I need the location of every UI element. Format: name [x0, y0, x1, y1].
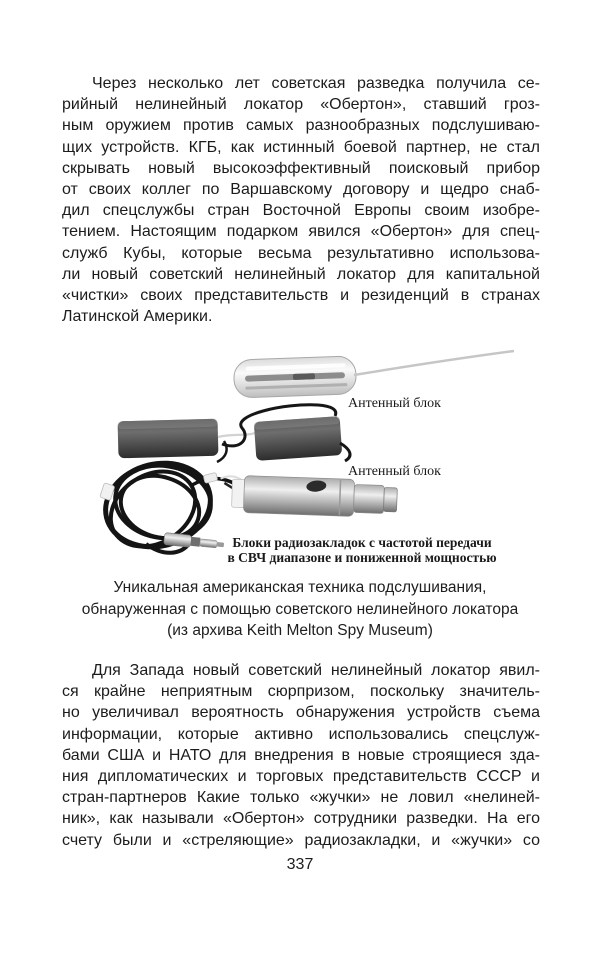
- text-line: Через несколько лет советская разведка получила се-: [92, 75, 540, 92]
- text-line: скрывать новый высокоэффективный поисковый прибор: [62, 159, 540, 177]
- text-line: (из архива Keith Melton Spy Museum): [167, 622, 433, 639]
- text-line: Уникальная американская техника подслушивания,: [113, 579, 487, 596]
- text-line: но увеличивал вероятность обнаружения устройств съема: [62, 704, 540, 722]
- dark-cylinder-left: [118, 419, 219, 459]
- metal-bug-cylinder: [219, 475, 397, 518]
- text-line: рийный нелинейный локатор «Обертон», ставший гроз-: [62, 96, 540, 114]
- text-line: служб Кубы, которые весьма результативно использова-: [62, 244, 540, 262]
- cable-sleeve: [203, 472, 218, 483]
- glass-capsule-bug: [233, 356, 356, 398]
- text-line: от своих коллег по Варшавскому договору и щедро снаб-: [62, 181, 540, 199]
- cable-tie-left: [100, 483, 115, 501]
- text-line: «чистки» своих представительств и резиденций в странах: [62, 287, 540, 305]
- text-line: тением. Настоящим подарком явился «Обертон» для спец-: [62, 223, 540, 241]
- text-line: счету были и «стреляющие» радиозакладки, и «жучки» со: [62, 831, 540, 849]
- figure-photo: [88, 345, 518, 573]
- connecting-wire-light: [218, 432, 258, 437]
- text-line: дил спецслужбы стран Восточной Европы своим изобре-: [62, 202, 540, 220]
- text-line: ным оружием против самых разнообразных подслушиваю-: [62, 117, 540, 135]
- hanging-wire-dark: [217, 441, 227, 462]
- capsule-antenna-wire: [354, 351, 514, 375]
- text-line: информации, которые активно использовались спецслуж-: [62, 725, 540, 743]
- figure-caption: [40, 577, 560, 642]
- text-line: ся крайне неприятным сюрпризом, поскольку значитель-: [62, 683, 540, 701]
- text-line: Латинской Америки.: [62, 308, 213, 326]
- right-end-wire: [340, 443, 350, 461]
- cable-connector: [164, 533, 225, 551]
- text-line: бами США и НАТО для внедрения в новые строящиеся зда-: [62, 746, 540, 764]
- equipment-photo: [88, 345, 518, 573]
- paragraph-1: [62, 73, 540, 327]
- photo-caption-line2: в СВЧ диапазоне и пониженной мощностью: [227, 550, 497, 565]
- page-number: 337: [286, 856, 314, 873]
- text-line: ли новый советский нелинейный локатор для капитальной: [62, 265, 540, 283]
- antenna-label-top: Антенный блок: [348, 396, 441, 411]
- text-line: стран-партнеров Какие только «жучки» не ловил «нелиней-: [62, 789, 540, 807]
- text-line: ния дипломатических и торговых представительств СССР и: [62, 768, 540, 786]
- text-line: обнаруженная с помощью советского нелинейного локатора: [81, 600, 519, 618]
- dark-cylinder-right: [254, 416, 343, 461]
- text-line: ник», как называли «Обертон» сотрудники разведки. На его: [62, 810, 540, 828]
- text-line: щих устройств. КГБ, как истинный боевой партнер, не стал: [62, 138, 540, 156]
- antenna-label-bottom: Антенный блок: [348, 464, 441, 479]
- paragraph-2: [62, 660, 540, 851]
- text-line: Для Запада новый советский нелинейный локатор явил-: [92, 662, 540, 679]
- photo-caption-line1: Блоки радиозакладок с частотой передачи: [232, 535, 492, 550]
